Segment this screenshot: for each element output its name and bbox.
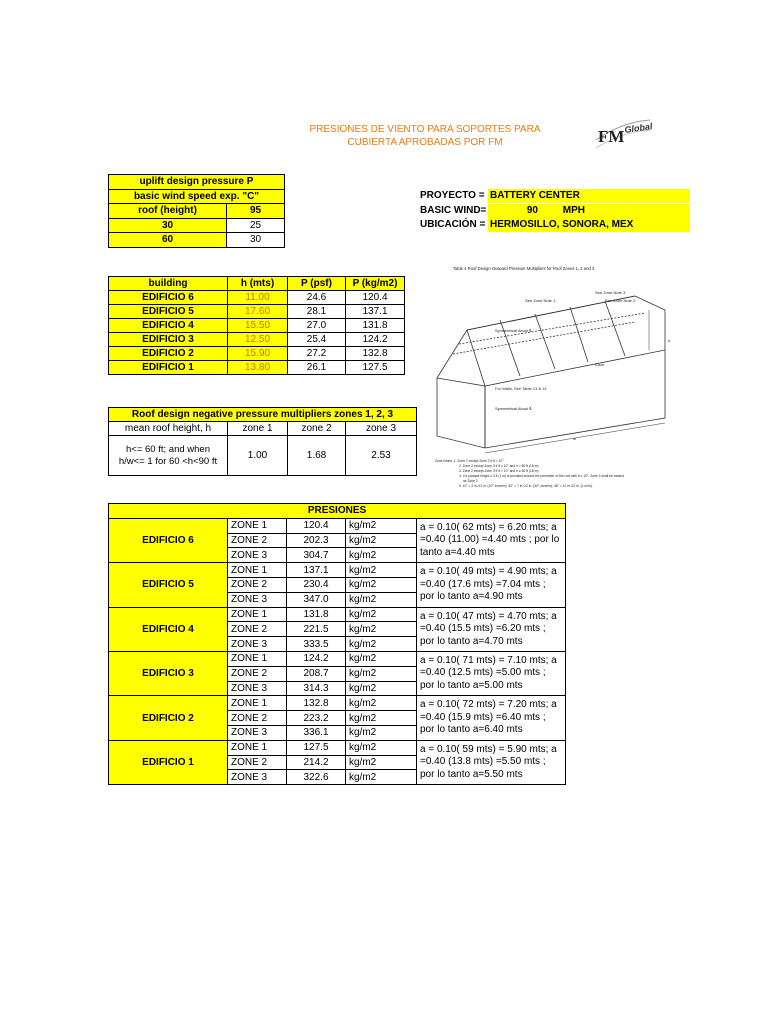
pres-note: a = 0.10( 49 mts) = 4.90 mts; a =0.40 (17.6 mts) =7.04 mts ; por lo tanto a=4.90 mts	[417, 563, 566, 607]
buildings-table	[108, 276, 405, 375]
mult-zone1: 1.00	[228, 436, 288, 476]
pres-zone: ZONE 2	[228, 666, 287, 681]
pres-unit: kg/m2	[346, 548, 417, 563]
basic-wind-label: BASIC WIND=	[420, 205, 487, 216]
presiones-title: PRESIONES	[109, 504, 566, 519]
bld-psf: 28.1	[288, 305, 346, 319]
pres-note: a = 0.10( 72 mts) = 7.20 mts; a =0.40 (15.9 mts) =6.40 mts ; por lo tanto a=6.40 mts	[417, 696, 566, 740]
location-label: UBICACIÓN =	[420, 219, 486, 230]
zone-note: 2. Zone 2 except Zone 3 if θ ≤ 10° and h > 60 ft (18 m).	[459, 464, 540, 468]
mult-zone2: 1.68	[288, 436, 346, 476]
bld-kgm2: 137.1	[346, 305, 405, 319]
pres-unit: kg/m2	[346, 711, 417, 726]
bld-name: EDIFICIO 6	[109, 291, 228, 305]
label-w: w	[573, 436, 576, 441]
table-row	[109, 333, 405, 347]
bld-name: EDIFICIO 5	[109, 305, 228, 319]
pres-unit: kg/m2	[346, 592, 417, 607]
pres-value: 124.2	[287, 651, 346, 666]
pres-note: a = 0.10( 71 mts) = 7.10 mts; a =0.40 (12.5 mts) =5.00 mts ; por lo tanto a=5.00 mts	[417, 651, 566, 695]
figure-caption: Table 4 Roof Design Outward Pressure Multipliers for Roof Zones 1, 2 and 3	[453, 266, 595, 271]
pres-zone: ZONE 1	[228, 651, 287, 666]
pres-value: 120.4	[287, 518, 346, 533]
presiones-table	[108, 503, 566, 785]
pres-unit: kg/m2	[346, 696, 417, 711]
bld-psf: 27.0	[288, 319, 346, 333]
zone-note: Zone Notes: 1. Zone 1 except Zone 2 if θ > 10°.	[435, 459, 505, 463]
label-zone-note-1: See Zone Note 1	[525, 298, 556, 303]
pres-zone: ZONE 3	[228, 725, 287, 740]
multipliers-table	[108, 407, 417, 476]
table-row	[109, 563, 566, 578]
pres-zone: ZONE 1	[228, 740, 287, 755]
pres-building: EDIFICIO 1	[109, 740, 228, 784]
pres-value: 336.1	[287, 725, 346, 740]
label-zone-note-2: See Zone Note 2	[605, 298, 636, 303]
table-row	[109, 651, 566, 666]
label-eave: Eave	[595, 362, 605, 367]
table-row	[109, 518, 566, 533]
bld-psf: 24.6	[288, 291, 346, 305]
bld-header: P (psf)	[288, 277, 346, 291]
uplift-col-95: 95	[227, 204, 285, 219]
zone-note: 3. Zone 2 except Zone 3 if θ > 10° and h ≤ 60 ft (18 m).	[459, 469, 540, 473]
pres-zone: ZONE 3	[228, 770, 287, 785]
pres-unit: kg/m2	[346, 770, 417, 785]
pres-zone: ZONE 3	[228, 592, 287, 607]
pres-zone: ZONE 3	[228, 548, 287, 563]
pres-value: 221.5	[287, 622, 346, 637]
pres-building: EDIFICIO 3	[109, 651, 228, 695]
bld-header: P (kg/m2)	[346, 277, 405, 291]
basic-wind-unit: MPH	[562, 205, 586, 216]
pres-zone: ZONE 2	[228, 622, 287, 637]
table-row	[109, 305, 405, 319]
mult-header: zone 2	[288, 422, 346, 436]
pres-zone: ZONE 1	[228, 563, 287, 578]
zone-note: 5. 10° = 2 in./12 in. (10° zone/m); 30° = 7 in./12 in. (30° zone/m); 45° = 12 in./12 in. (1 m/m).	[459, 484, 593, 488]
mult-condition: h<= 60 ft; and when h/w<= 1 for 60 <h<90 ft	[109, 436, 228, 476]
bld-height: 17.60	[228, 305, 288, 319]
bld-kgm2: 124.2	[346, 333, 405, 347]
pres-value: 322.6	[287, 770, 346, 785]
pres-value: 347.0	[287, 592, 346, 607]
pres-value: 304.7	[287, 548, 346, 563]
basic-wind-field	[488, 204, 690, 218]
pres-unit: kg/m2	[346, 607, 417, 622]
location-value: HERMOSILLO, SONORA, MEX	[488, 218, 690, 232]
label-for-walls: For Walls, See Table 13 & 14	[495, 386, 547, 391]
table-row	[109, 291, 405, 305]
pres-value: 223.2	[287, 711, 346, 726]
pres-unit: kg/m2	[346, 725, 417, 740]
pres-zone: ZONE 2	[228, 711, 287, 726]
label-symmetrical-1: Symmetrical About ℄	[495, 328, 533, 333]
pres-building: EDIFICIO 2	[109, 696, 228, 740]
table-row	[109, 361, 405, 375]
pres-value: 127.5	[287, 740, 346, 755]
pres-zone: ZONE 1	[228, 696, 287, 711]
label-zone-note-3: See Zone Note 3	[595, 290, 626, 295]
bld-height: 15.90	[228, 347, 288, 361]
bld-name: EDIFICIO 3	[109, 333, 228, 347]
pres-zone: ZONE 3	[228, 681, 287, 696]
mult-header: mean roof height, h	[109, 422, 228, 436]
table-row	[109, 347, 405, 361]
title-line-2: CUBIERTA APROBADAS POR FM	[347, 137, 503, 148]
uplift-row-height: 30	[109, 218, 227, 233]
pres-unit: kg/m2	[346, 622, 417, 637]
pres-zone: ZONE 2	[228, 533, 287, 548]
pres-building: EDIFICIO 6	[109, 518, 228, 562]
pres-note: a = 0.10( 59 mts) = 5.90 mts; a =0.40 (13.8 mts) =5.50 mts ; por lo tanto a=5.50 mts	[417, 740, 566, 784]
pres-unit: kg/m2	[346, 533, 417, 548]
table-row	[109, 607, 566, 622]
project-value: BATTERY CENTER	[488, 189, 690, 203]
uplift-row-height: 60	[109, 233, 227, 248]
pres-value: 208.7	[287, 666, 346, 681]
pres-unit: kg/m2	[346, 666, 417, 681]
title-line-1: PRESIONES DE VIENTO PARA SOPORTES PARA	[309, 124, 541, 135]
pres-zone: ZONE 3	[228, 637, 287, 652]
bld-height: 12.50	[228, 333, 288, 347]
uplift-col-roof: roof (height)	[109, 204, 227, 219]
pres-unit: kg/m2	[346, 577, 417, 592]
bld-header: h (mts)	[228, 277, 288, 291]
bld-kgm2: 120.4	[346, 291, 405, 305]
pres-building: EDIFICIO 5	[109, 563, 228, 607]
table-row	[109, 740, 566, 755]
pres-value: 137.1	[287, 563, 346, 578]
pres-unit: kg/m2	[346, 637, 417, 652]
pres-unit: kg/m2	[346, 563, 417, 578]
mult-title: Roof design negative pressure multipliers zones 1, 2, 3	[109, 408, 417, 422]
mult-header: zone 3	[346, 422, 417, 436]
bld-psf: 26.1	[288, 361, 346, 375]
pres-value: 230.4	[287, 577, 346, 592]
pres-unit: kg/m2	[346, 651, 417, 666]
mult-zone3: 2.53	[346, 436, 417, 476]
bld-kgm2: 132.8	[346, 347, 405, 361]
zone-note: 4. If a parapet height ≥ 3 ft (1 m) is provided around the perimeter of the roof with θ ≤ 10°, Zone 3 shall be treated	[459, 474, 624, 478]
bld-kgm2: 127.5	[346, 361, 405, 375]
bld-psf: 27.2	[288, 347, 346, 361]
bld-height: 13.80	[228, 361, 288, 375]
bld-height: 11.00	[228, 291, 288, 305]
page-title	[290, 123, 560, 149]
uplift-row-value: 30	[227, 233, 285, 248]
pres-value: 131.8	[287, 607, 346, 622]
bld-name: EDIFICIO 2	[109, 347, 228, 361]
bld-psf: 25.4	[288, 333, 346, 347]
pres-unit: kg/m2	[346, 518, 417, 533]
table-row	[109, 696, 566, 711]
pres-value: 214.2	[287, 755, 346, 770]
pres-value: 333.5	[287, 637, 346, 652]
table-row	[109, 319, 405, 333]
project-label: PROYECTO =	[420, 190, 485, 201]
pres-building: EDIFICIO 4	[109, 607, 228, 651]
pres-zone: ZONE 2	[228, 577, 287, 592]
pres-zone: ZONE 1	[228, 607, 287, 622]
basic-wind-value: 90	[526, 205, 538, 216]
bld-kgm2: 131.8	[346, 319, 405, 333]
pres-value: 132.8	[287, 696, 346, 711]
pres-note: a = 0.10( 62 mts) = 6.20 mts; a =0.40 (11.00) =4.40 mts ; por lo tanto a=4.40 mts	[417, 518, 566, 562]
pres-value: 202.3	[287, 533, 346, 548]
pres-zone: ZONE 1	[228, 518, 287, 533]
pres-unit: kg/m2	[346, 755, 417, 770]
label-h: h	[668, 338, 671, 343]
zone-note: as Zone 2.	[463, 479, 479, 483]
uplift-header-2: basic wind speed exp. "C"	[109, 189, 285, 204]
bld-height: 15.50	[228, 319, 288, 333]
mult-header: zone 1	[228, 422, 288, 436]
uplift-table	[108, 174, 285, 248]
pres-unit: kg/m2	[346, 681, 417, 696]
bld-name: EDIFICIO 1	[109, 361, 228, 375]
pres-note: a = 0.10( 47 mts) = 4.70 mts; a =0.40 (15.5 mts) =6.20 mts ; por lo tanto a=4.70 mts	[417, 607, 566, 651]
pres-unit: kg/m2	[346, 740, 417, 755]
logo-fm: FM	[598, 127, 625, 146]
pres-zone: ZONE 2	[228, 755, 287, 770]
uplift-row-value: 25	[227, 218, 285, 233]
label-symmetrical-2: Symmetrical About ℄	[495, 406, 533, 411]
building-outline	[437, 296, 665, 453]
bld-name: EDIFICIO 4	[109, 319, 228, 333]
logo-global: Global	[623, 121, 654, 135]
uplift-header-1: uplift design pressure P	[109, 175, 285, 190]
roof-zones-diagram	[425, 258, 687, 494]
bld-header: building	[109, 277, 228, 291]
pres-value: 314.3	[287, 681, 346, 696]
fm-global-logo	[592, 112, 654, 158]
